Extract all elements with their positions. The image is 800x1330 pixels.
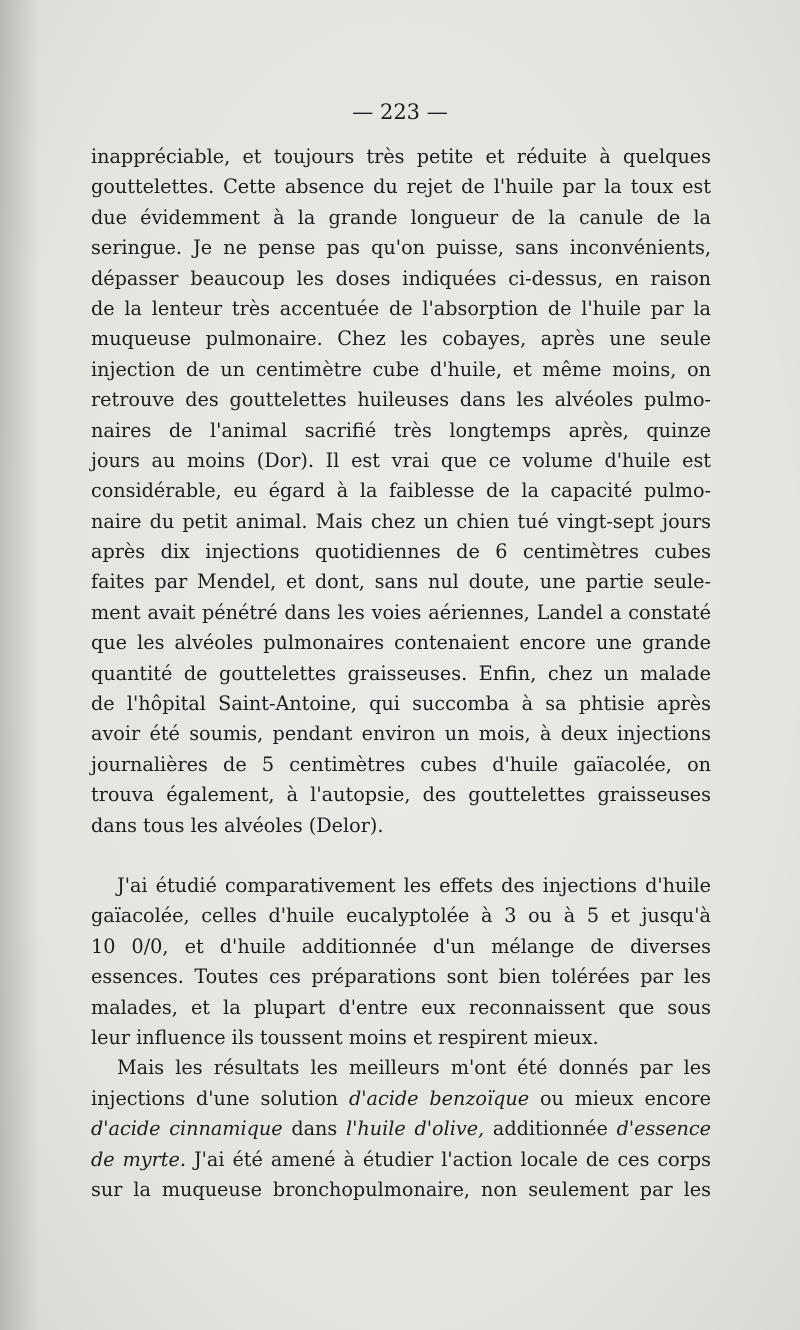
text-line <box>91 1053 711 1083</box>
text-line: inappréciable, et toujours très petite et réduite à quelques <box>91 145 711 168</box>
text-line: après dix injections quotidiennes de 6 centimètres cubes <box>91 540 711 564</box>
paragraph-gap <box>91 841 711 871</box>
text-line: quantité de gouttelettes graisseuses. Enfin, chez un malade <box>91 661 711 685</box>
text-line: considérable, eu égard à la faiblesse de la capacité pulmo- <box>91 479 711 503</box>
text-line: gaïacolée, celles d'huile eucalyptolée à 3 ou à 5 et jusqu'à <box>91 904 711 928</box>
text-line: essences. Toutes ces préparations sont bien tolérées par les <box>91 965 711 989</box>
text-segment: dans <box>282 1117 346 1141</box>
paragraph-1 <box>91 142 711 841</box>
paragraph-3 <box>91 1053 711 1205</box>
text-line: retrouve des gouttelettes huileuses dans les alvéoles pulmo- <box>91 388 711 412</box>
text-segment: de myrte. <box>91 1147 186 1171</box>
text-segment: Mais les résultats les meilleurs m'ont été donnés par les <box>117 1056 711 1080</box>
text-line: 10 0/0, et d'huile additionnée d'un mélange de diverses <box>91 934 711 958</box>
text-segment: additionnée <box>484 1117 617 1141</box>
text-segment: sur la muqueuse bronchopulmonaire, non seulement par les <box>91 1177 711 1201</box>
text-line: malades, et la plupart d'entre eux reconnaissent que sous <box>91 995 711 1019</box>
text-line: journalières de 5 centimètres cubes d'huile gaïacolée, on <box>91 752 711 776</box>
text-line <box>91 1175 711 1205</box>
text-line: ment avait pénétré dans les voies aériennes, Landel a constaté <box>91 600 711 624</box>
text-line: due évidemment à la grande longueur de la canule de la <box>91 205 711 229</box>
text-line: trouva également, à l'autopsie, des gouttelettes graisseuses <box>91 783 711 807</box>
body-text <box>91 142 711 1205</box>
page-edge-shadow <box>0 0 40 1330</box>
text-line <box>91 1114 711 1144</box>
text-line: J'ai étudié comparativement les effets des injections d'huile <box>117 873 711 897</box>
text-segment: injections d'une solution <box>91 1086 349 1110</box>
text-line: gouttelettes. Cette absence du rejet de l'huile par la toux est <box>91 175 711 199</box>
text-line: naire du petit animal. Mais chez un chien tué vingt-sept jours <box>91 509 711 533</box>
text-line: avoir été soumis, pendant environ un mois, à deux injections <box>91 722 711 746</box>
text-line: injection de un centimètre cube d'huile, et même moins, on <box>91 357 711 381</box>
text-line: leur influence ils toussent moins et respirent mieux. <box>91 1025 599 1049</box>
text-line: dépasser beaucoup les doses indiquées ci-dessus, en raison <box>91 266 711 290</box>
text-segment: J'ai été amené à étudier l'action locale de ces corps <box>185 1147 712 1171</box>
page-number: — 223 — <box>352 100 448 124</box>
text-segment: l'huile d'olive, <box>346 1117 485 1141</box>
text-line: muqueuse pulmonaire. Chez les cobayes, après une seule <box>91 327 711 351</box>
text-line: faites par Mendel, et dont, sans nul doute, une partie seule- <box>91 570 711 594</box>
text-line: dans tous les alvéoles (Delor). <box>91 813 384 837</box>
text-segment: d'essence <box>616 1117 712 1141</box>
text-segment: d'acide cinnamique <box>91 1117 283 1141</box>
text-line: seringue. Je ne pense pas qu'on puisse, sans inconvénients, <box>91 236 711 260</box>
paragraph-2 <box>91 871 711 1053</box>
text-line <box>91 1084 711 1114</box>
text-line <box>91 1145 711 1175</box>
text-line: naires de l'animal sacrifié très longtemps après, quinze <box>91 418 711 442</box>
text-line: jours au moins (Dor). Il est vrai que ce volume d'huile est <box>91 448 711 472</box>
text-segment: ou mieux encore <box>529 1086 711 1110</box>
text-segment: d'acide benzoïque <box>348 1086 530 1110</box>
text-line: de la lenteur très accentuée de l'absorption de l'huile par la <box>91 296 711 320</box>
text-line: que les alvéoles pulmonaires contenaient encore une grande <box>91 631 711 655</box>
text-line: de l'hôpital Saint-Antoine, qui succomba à sa phtisie après <box>91 692 711 716</box>
